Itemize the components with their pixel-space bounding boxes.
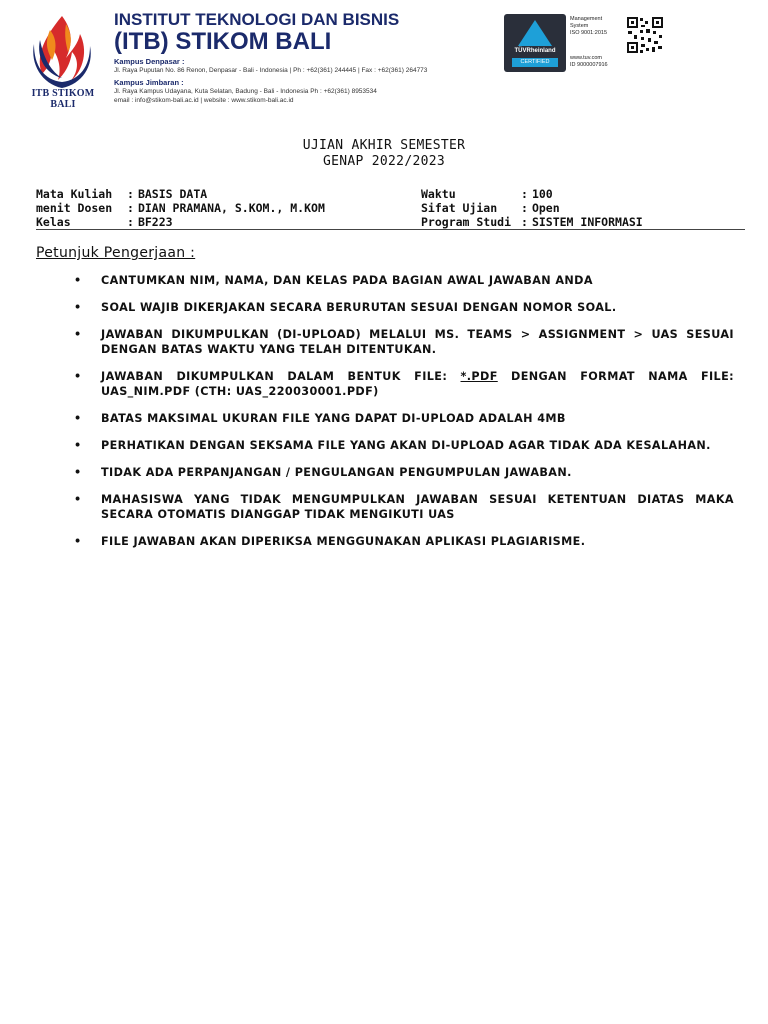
info-value: DIAN PRAMANA, S.KOM., M.KOM [137,201,325,215]
info-row-duration [421,187,751,201]
instruction-text: CANTUMKAN NIM, NAMA, DAN KELAS PADA BAGIAN AWAL JAWABAN ANDA [101,274,593,287]
instruction-text: MAHASISWA YANG TIDAK MENGUMPULKAN JAWABAN SESUAI KETENTUAN DIATAS MAKA SECARA OTOMATIS DIANGGAP TIDAK MENGIKUTI UAS [101,493,734,521]
exam-info-right [421,187,751,229]
info-label: Sifat Ujian [421,201,498,215]
cert-info-line: System [570,23,589,29]
instruction-text-part: JAWABAN DIKUMPULKAN DALAM BENTUK FILE: [101,370,461,383]
bullet-icon: • [74,535,82,548]
campus-denpasar-address: Jl. Raya Puputan No. 86 Renon, Denpasar - Bali - Indonesia | Ph : +62(361) 244445 | Fax : +62(361) 264773 [114,67,428,74]
info-row-course [36,187,416,201]
info-row-class [36,215,416,229]
info-value: SISTEM INFORMASI [531,215,643,229]
info-separator: : [521,187,528,201]
info-value: BF223 [137,215,173,229]
bullet-icon: • [74,412,82,425]
info-row-study-program [421,215,751,229]
campus-denpasar-title: Kampus Denpasar : [114,57,185,66]
certification-info [570,16,624,69]
list-item [74,438,734,453]
list-item [74,492,734,522]
contact-line: email : info@stikom-bali.ac.id | website : www.stikom-bali.ac.id [114,97,294,104]
instruction-text: FILE JAWABAN AKAN DIPERIKSA MENGGUNAKAN APLIKASI PLAGIARISME. [101,535,586,548]
list-item [74,327,734,357]
list-item [74,300,734,315]
logo-caption: ITB STIKOM BALI [31,88,95,110]
tuv-certified-label: CERTIFIED [512,58,558,67]
info-label: Mata Kuliah [36,187,113,201]
instruction-text [101,370,734,398]
list-item [74,465,734,480]
info-label: Kelas [36,215,71,229]
info-separator: : [521,201,528,215]
cert-info-line: www.tuv.com [570,55,602,61]
file-format-highlight: *.PDF [460,370,498,383]
tuv-triangle-icon [518,20,552,46]
institution-name: INSTITUT TEKNOLOGI DAN BISNIS [114,10,400,29]
info-separator: : [127,187,134,201]
cert-info-line: ID 9000007916 [570,62,608,68]
info-separator: : [127,201,134,215]
info-value: Open [531,201,560,215]
cert-info-line: Management [570,16,603,22]
info-label: menit Dosen [36,201,113,215]
bullet-icon: • [74,439,82,452]
instruction-text: TIDAK ADA PERPANJANGAN / PENGULANGAN PENGUMPULAN JAWABAN. [101,466,572,479]
info-separator: : [127,215,134,229]
campus-denpasar [114,57,494,75]
bullet-icon: • [74,301,82,314]
list-item [74,369,734,399]
info-label: Program Studi [421,215,512,229]
exam-info-left [36,187,416,229]
qr-code-icon [626,16,664,54]
bullet-icon: • [74,466,82,479]
instruction-text-part: DENGAN FORMAT NAMA FILE: UAS_NIM.PDF (CTH: UAS_220030001.PDF) [101,370,735,398]
letterhead [0,0,768,120]
campus-jimbaran [114,78,494,96]
bullet-icon: • [74,274,82,287]
info-row-exam-type [421,201,751,215]
info-value: BASIS DATA [137,187,208,201]
instructions-heading: Petunjuk Pengerjaan : [36,245,196,261]
info-separator: : [521,215,528,229]
instructions-list [74,273,734,549]
itb-stikom-flame-logo-icon [22,10,102,100]
instruction-text: BATAS MAKSIMAL UKURAN FILE YANG DAPAT DI-UPLOAD ADALAH 4MB [101,412,566,425]
exam-title-line-2: GENAP 2022/2023 [323,154,445,169]
info-value: 100 [531,187,553,201]
institution-short-name: (ITB) STIKOM BALI [114,28,332,55]
instruction-text: JAWABAN DIKUMPULKAN (DI-UPLOAD) MELALUI MS. TEAMS > ASSIGNMENT > UAS SESUAI DENGAN BATAS WAKTU YANG TELAH DITENTUKAN. [101,328,734,356]
list-item [74,273,734,288]
list-item [74,411,734,426]
instruction-text: PERHATIKAN DENGAN SEKSAMA FILE YANG AKAN DI-UPLOAD AGAR TIDAK ADA KESALAHAN. [101,439,711,452]
exam-title-line-1: UJIAN AKHIR SEMESTER [302,138,466,153]
info-label: Waktu [421,187,456,201]
info-row-lecturer [36,201,416,215]
bullet-icon: • [74,328,82,341]
instruction-text: SOAL WAJIB DIKERJAKAN SECARA BERURUTAN SESUAI DENGAN NOMOR SOAL. [101,301,617,314]
bullet-icon: • [74,370,82,383]
exam-title [0,138,768,170]
campus-jimbaran-title: Kampus Jimbaran : [114,78,184,87]
tuv-brand-label: TÜVRheinland [514,48,556,54]
campus-jimbaran-address: Jl. Raya Kampus Udayana, Kuta Selatan, Badung - Bali - Indonesia Ph : +62(361) 8953534 [114,88,377,95]
list-item [74,534,734,549]
horizontal-divider [36,229,745,230]
bullet-icon: • [74,493,82,506]
tuv-certification-badge [504,14,566,72]
cert-info-line: ISO 9001:2015 [570,30,608,36]
